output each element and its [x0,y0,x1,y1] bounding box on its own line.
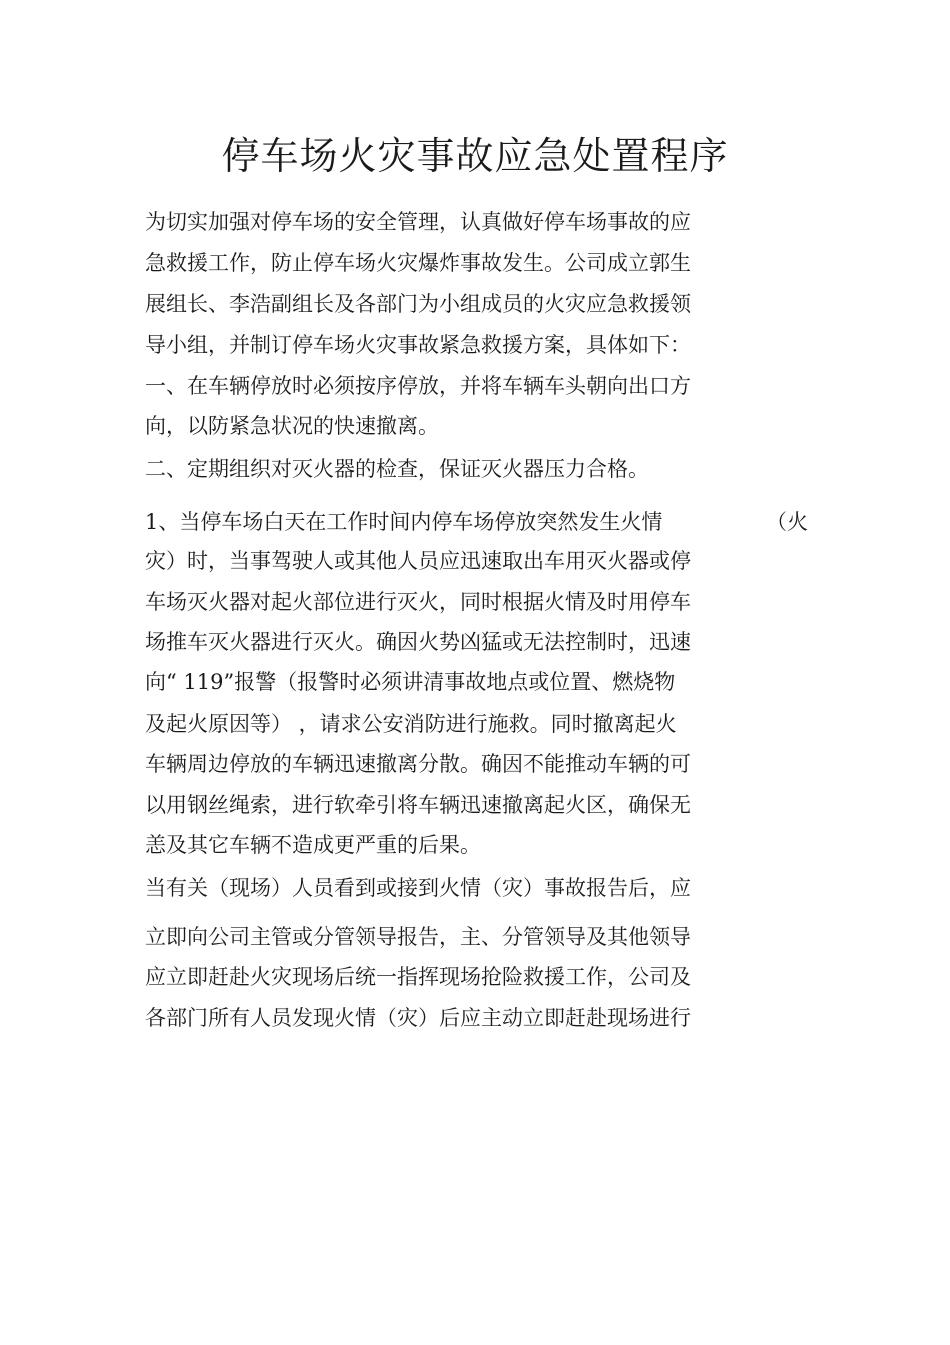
paragraph-line: 急救援工作，防止停车场火灾爆炸事故发生。公司成立郭生 [145,251,691,275]
paragraph-line: 立即向公司主管或分管领导报告，主、分管领导及其他领导 [145,925,691,949]
paragraph-line: 展组长、李浩副组长及各部门为小组成员的火灾应急救援领 [145,292,691,316]
paragraph-line: 导小组，并制订停车场火灾事故紧急救援方案，具体如下： [145,333,691,357]
paragraph-line: 车辆周边停放的车辆迅速撤离分散。确因不能推动车辆的可 [145,752,691,776]
paragraph-line: 灾）时，当事驾驶人或其他人员应迅速取出车用灭火器或停 [145,549,691,573]
paragraph-line-tail: （火 [766,510,808,534]
document-title: 停车场火灾事故应急处置程序 [221,134,729,178]
paragraph-line: 恙及其它车辆不造成更严重的后果。 [145,833,481,857]
paragraph-line: 当有关（现场）人员看到或接到火情（灾）事故报告后，应 [145,876,691,900]
paragraph-line: 向，以防紧急状况的快速撤离。 [145,414,439,438]
paragraph-line: 以用钢丝绳索，进行软牵引将车辆迅速撤离起火区，确保无 [145,793,691,817]
paragraph-line: 场推车灭火器进行灭火。确因火势凶猛或无法控制时，迅速 [145,630,691,654]
paragraph-line: 及起火原因等） ，请求公安消防进行施救。同时撤离起火 [145,712,677,736]
paragraph-line: 二、定期组织对灭火器的检查，保证灭火器压力合格。 [145,457,649,481]
paragraph-line: 车场灭火器对起火部位进行灭火，同时根据火情及时用停车 [145,590,691,614]
paragraph-line: 应立即赶赴火灾现场后统一指挥现场抢险救援工作，公司及 [145,965,691,989]
paragraph-line: 向“ 119”报警（报警时必须讲清事故地点或位置、燃烧物 [145,670,676,694]
paragraph-line: 1、当停车场白天在工作时间内停车场停放突然发生火情 [145,510,663,534]
paragraph-line: 各部门所有人员发现火情（灾）后应主动立即赶赴现场进行 [145,1006,691,1030]
paragraph-line: 一、在车辆停放时必须按序停放，并将车辆车头朝向出口方 [145,374,691,398]
paragraph-line: 为切实加强对停车场的安全管理，认真做好停车场事故的应 [145,210,691,234]
